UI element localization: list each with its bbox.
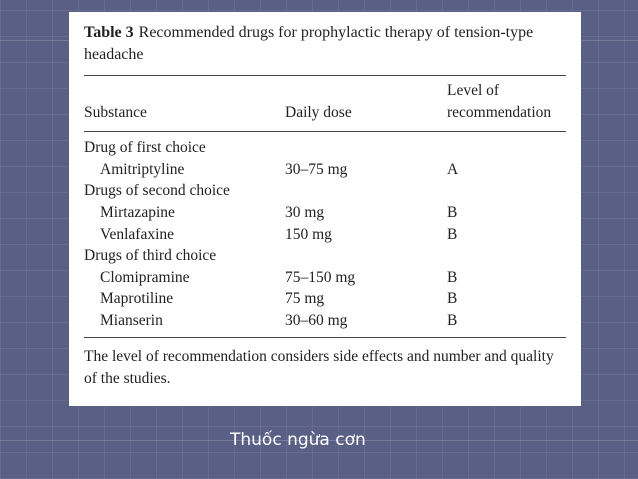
row-substance: Maprotiline — [100, 290, 174, 307]
header-daily-dose: Daily dose — [285, 104, 352, 121]
group-heading: Drugs of second choice — [84, 182, 230, 199]
row-dose: 150 mg — [285, 226, 332, 243]
table-card — [69, 12, 581, 406]
group-heading: Drugs of third choice — [84, 247, 217, 264]
row-level: B — [447, 226, 458, 243]
table-caption — [84, 22, 564, 66]
header-substance: Substance — [84, 104, 147, 121]
row-level: B — [447, 269, 458, 286]
row-substance: Mirtazapine — [100, 204, 175, 221]
bottom-rule — [84, 337, 566, 338]
header-level-line1: Level of — [447, 82, 500, 99]
row-dose: 75–150 mg — [285, 269, 356, 286]
row-dose: 30–60 mg — [285, 312, 348, 329]
row-level: B — [447, 312, 458, 329]
row-dose: 30–75 mg — [285, 161, 348, 178]
row-level: B — [447, 290, 458, 307]
table-label: Table 3 — [84, 24, 134, 41]
row-substance: Mianserin — [100, 312, 163, 329]
row-substance: Clomipramine — [100, 269, 190, 286]
group-heading: Drug of first choice — [84, 139, 206, 156]
slide-caption: Thuốc ngừa cơn — [230, 430, 366, 450]
row-dose: 75 mg — [285, 290, 325, 307]
table-title: Recommended drugs for prophylactic therapy of tension-type headache — [84, 24, 534, 63]
row-dose: 30 mg — [285, 204, 325, 221]
table-footnote: The level of recommendation considers side effects and number and quality of the studies. — [84, 348, 554, 387]
header-level-line2: recommendation — [447, 104, 552, 121]
header-rule — [84, 131, 566, 132]
row-level: A — [447, 161, 459, 178]
row-substance: Venlafaxine — [100, 226, 175, 243]
row-level: B — [447, 204, 458, 221]
top-rule — [84, 75, 566, 76]
row-substance: Amitriptyline — [100, 161, 185, 178]
